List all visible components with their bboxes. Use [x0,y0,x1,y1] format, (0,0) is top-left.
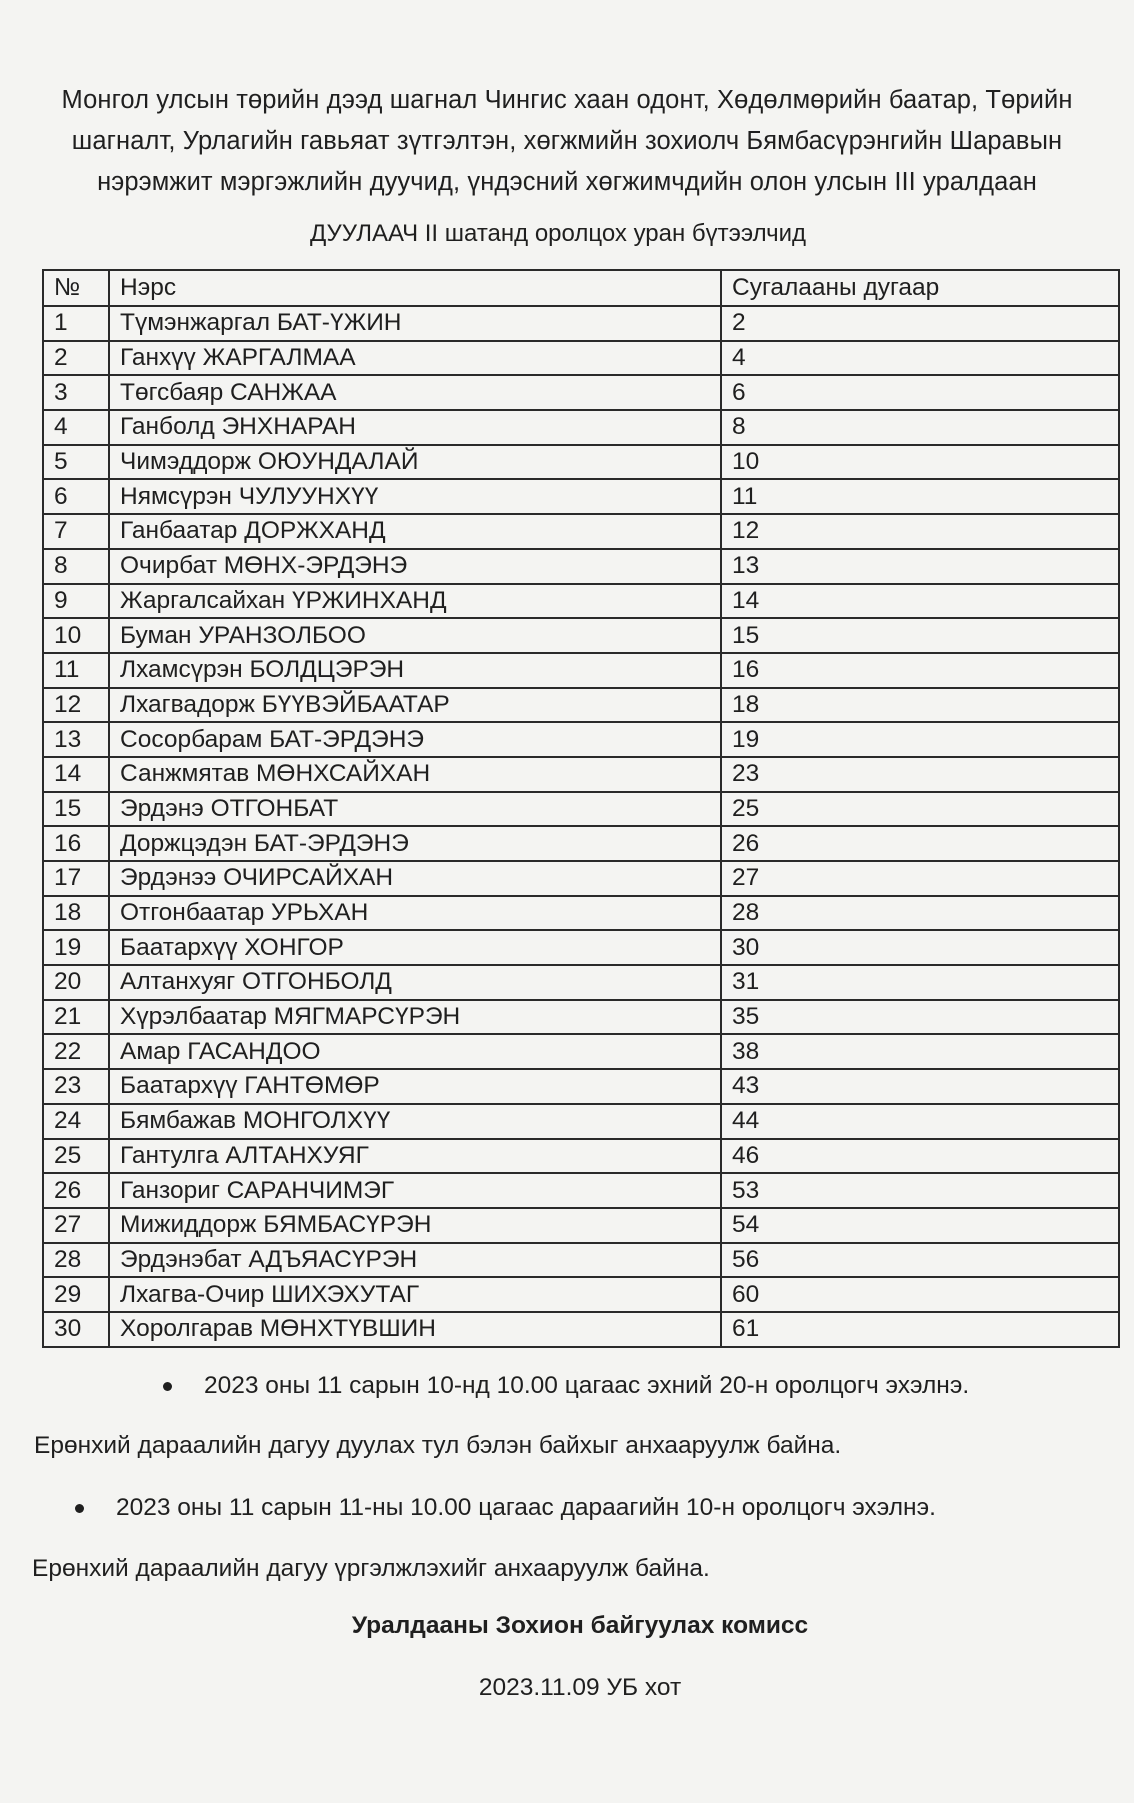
table-row [43,549,1119,584]
document-subheading: ДУУЛААЧ II шатанд оролцох уран бүтээлчид [309,220,807,247]
row-name-cell: Хоролгарав МӨНХТҮВШИН [109,1312,721,1347]
row-draw-number-cell: 46 [721,1139,1119,1174]
table-row [43,722,1119,757]
table-row [43,479,1119,514]
table-row [43,930,1119,965]
row-number-cell: 28 [43,1243,109,1278]
row-draw-number-cell: 19 [721,722,1119,757]
table-row [43,1173,1119,1208]
row-number-cell: 2 [43,341,109,376]
table-row [43,1034,1119,1069]
row-name-cell: Бямбажав МОНГОЛХҮҮ [109,1104,721,1139]
row-name-cell: Эрдэнэ ОТГОНБАТ [109,792,721,827]
row-number-cell: 25 [43,1139,109,1174]
row-number-cell: 14 [43,757,109,792]
row-name-cell: Эрдэнэбат АДЪЯАСҮРЭН [109,1243,721,1278]
row-number-cell: 24 [43,1104,109,1139]
bullet-dot-icon [75,1504,84,1513]
table-row [43,306,1119,341]
row-name-cell: Алтанхуяг ОТГОНБОЛД [109,965,721,1000]
row-draw-number-cell: 12 [721,514,1119,549]
table-row [43,896,1119,931]
row-name-cell: Жаргалсайхан ҮРЖИНХАНД [109,584,721,619]
table-row [43,1069,1119,1104]
row-number-cell: 15 [43,792,109,827]
row-name-cell: Доржцэдэн БАТ-ЭРДЭНЭ [109,826,721,861]
row-draw-number-cell: 38 [721,1034,1119,1069]
note-bullet-2 [75,1494,936,1522]
note-paragraph-2: Ерөнхий дараалийн дагуу үргэлжлэхийг анхааруулж байна. [32,1555,710,1582]
heading-line: Монгол улсын төрийн дээд шагнал Чингис хаан одонт, Хөдөлмөрийн баатар, Төрийн [61,86,1073,114]
row-number-cell: 10 [43,618,109,653]
row-number-cell: 23 [43,1069,109,1104]
row-draw-number-cell: 25 [721,792,1119,827]
row-number-cell: 26 [43,1173,109,1208]
row-draw-number-cell: 15 [721,618,1119,653]
table-row [43,965,1119,1000]
table-row [43,1208,1119,1243]
row-draw-number-cell: 54 [721,1208,1119,1243]
table-row [43,826,1119,861]
row-draw-number-cell: 18 [721,688,1119,723]
row-number-cell: 12 [43,688,109,723]
row-name-cell: Эрдэнээ ОЧИРСАЙХАН [109,861,721,896]
row-draw-number-cell: 28 [721,896,1119,931]
row-name-cell: Сосорбарам БАТ-ЭРДЭНЭ [109,722,721,757]
row-draw-number-cell: 16 [721,653,1119,688]
table-row [43,1104,1119,1139]
row-number-cell: 27 [43,1208,109,1243]
row-name-cell: Түмэнжаргал БАТ-ҮЖИН [109,306,721,341]
row-draw-number-cell: 6 [721,375,1119,410]
row-draw-number-cell: 60 [721,1277,1119,1312]
row-number-cell: 5 [43,445,109,480]
table-row [43,445,1119,480]
row-name-cell: Хүрэлбаатар МЯГМАРСҮРЭН [109,1000,721,1035]
table-row [43,375,1119,410]
row-name-cell: Төгсбаяр САНЖАА [109,375,721,410]
row-draw-number-cell: 56 [721,1243,1119,1278]
table-row [43,1243,1119,1278]
table-row [43,1312,1119,1347]
row-draw-number-cell: 53 [721,1173,1119,1208]
date-place: 2023.11.09 УБ хот [478,1674,682,1701]
row-number-cell: 20 [43,965,109,1000]
row-name-cell: Лхагва-Очир ШИХЭХУТАГ [109,1277,721,1312]
row-number-cell: 7 [43,514,109,549]
bullet-dot-icon [163,1382,172,1391]
row-draw-number-cell: 2 [721,306,1119,341]
row-number-cell: 3 [43,375,109,410]
note-bullet-1 [163,1372,969,1400]
row-name-cell: Отгонбаатар УРЬХАН [109,896,721,931]
row-number-cell: 1 [43,306,109,341]
row-name-cell: Мижиддорж БЯМБАСҮРЭН [109,1208,721,1243]
row-number-cell: 21 [43,1000,109,1035]
committee-signature: Уралдааны Зохион байгуулах комисс [351,1612,809,1639]
table-row [43,514,1119,549]
row-name-cell: Ганхүү ЖАРГАЛМАА [109,341,721,376]
table-row [43,688,1119,723]
row-number-cell: 30 [43,1312,109,1347]
row-draw-number-cell: 26 [721,826,1119,861]
row-name-cell: Амар ГАСАНДОО [109,1034,721,1069]
table-row [43,410,1119,445]
row-draw-number-cell: 27 [721,861,1119,896]
row-name-cell: Буман УРАНЗОЛБОО [109,618,721,653]
row-name-cell: Санжмятав МӨНХСАЙХАН [109,757,721,792]
header-number: № [43,270,109,306]
row-draw-number-cell: 30 [721,930,1119,965]
note-paragraph-1: Ерөнхий дараалийн дагуу дуулах тул бэлэн байхыг анхааруулж байна. [34,1432,842,1459]
header-draw-number: Сугалааны дугаар [721,270,1119,306]
row-draw-number-cell: 8 [721,410,1119,445]
table-row [43,757,1119,792]
row-draw-number-cell: 10 [721,445,1119,480]
row-number-cell: 11 [43,653,109,688]
row-name-cell: Баатархүү ГАНТӨМӨР [109,1069,721,1104]
row-draw-number-cell: 61 [721,1312,1119,1347]
row-draw-number-cell: 11 [721,479,1119,514]
note-text: 2023 оны 11 сарын 10-нд 10.00 цагаас эхний 20-н оролцогч эхэлнэ. [204,1372,970,1399]
table-header-row [43,270,1119,306]
row-name-cell: Нямсүрэн ЧУЛУУНХҮҮ [109,479,721,514]
row-number-cell: 19 [43,930,109,965]
row-name-cell: Лхагвадорж БҮҮВЭЙБААТАР [109,688,721,723]
row-draw-number-cell: 13 [721,549,1119,584]
row-number-cell: 13 [43,722,109,757]
table-row [43,341,1119,376]
table-row [43,1277,1119,1312]
heading-line: нэрэмжит мэргэжлийн дуучид, үндэсний хөгжимчдийн олон улсын III уралдаан [97,168,1037,196]
row-name-cell: Чимэддорж ОЮУНДАЛАЙ [109,445,721,480]
header-names: Нэрс [109,270,721,306]
row-name-cell: Ганбаатар ДОРЖХАНД [109,514,721,549]
row-draw-number-cell: 43 [721,1069,1119,1104]
row-draw-number-cell: 35 [721,1000,1119,1035]
row-number-cell: 17 [43,861,109,896]
row-number-cell: 8 [43,549,109,584]
table-row [43,861,1119,896]
row-number-cell: 4 [43,410,109,445]
row-draw-number-cell: 31 [721,965,1119,1000]
row-number-cell: 22 [43,1034,109,1069]
row-name-cell: Очирбат МӨНХ-ЭРДЭНЭ [109,549,721,584]
heading-line: шагналт, Урлагийн гавьяат зүтгэлтэн, хөгжмийн зохиолч Бямбасүрэнгийн Шаравын [71,127,1063,155]
participants-table [42,269,1120,1348]
row-draw-number-cell: 44 [721,1104,1119,1139]
row-name-cell: Ганболд ЭНХНАРАН [109,410,721,445]
row-number-cell: 29 [43,1277,109,1312]
row-name-cell: Гантулга АЛТАНХУЯГ [109,1139,721,1174]
table-row [43,653,1119,688]
row-draw-number-cell: 14 [721,584,1119,619]
table-row [43,584,1119,619]
document-heading [40,80,1094,203]
row-name-cell: Баатархүү ХОНГОР [109,930,721,965]
table-row [43,1000,1119,1035]
row-number-cell: 16 [43,826,109,861]
table-row [43,618,1119,653]
row-name-cell: Ганзориг САРАНЧИМЭГ [109,1173,721,1208]
row-number-cell: 9 [43,584,109,619]
table-row [43,1139,1119,1174]
note-text: 2023 оны 11 сарын 11-ны 10.00 цагаас дараагийн 10-н оролцогч эхэлнэ. [116,1494,936,1521]
row-number-cell: 6 [43,479,109,514]
row-draw-number-cell: 4 [721,341,1119,376]
row-draw-number-cell: 23 [721,757,1119,792]
row-name-cell: Лхамсүрэн БОЛДЦЭРЭН [109,653,721,688]
row-number-cell: 18 [43,896,109,931]
table-row [43,792,1119,827]
